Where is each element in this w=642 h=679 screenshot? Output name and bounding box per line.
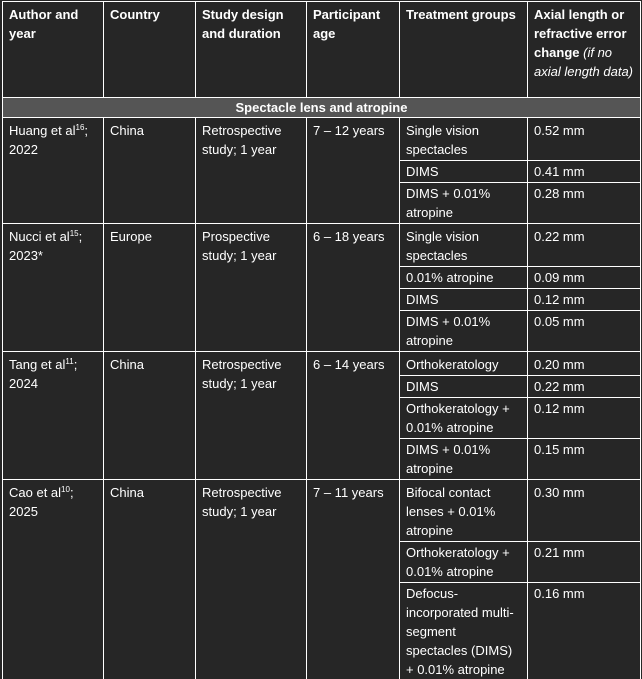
author-name: Tang et al bbox=[9, 357, 66, 372]
treatment-cell: Orthokeratology bbox=[400, 352, 528, 376]
reference-number: 15 bbox=[69, 229, 79, 238]
table-row bbox=[3, 352, 641, 376]
author-year: ; 2023* bbox=[9, 229, 83, 263]
treatment-cell: Bifocal contact lenses + 0.01% atropine bbox=[400, 480, 528, 542]
table-body bbox=[3, 98, 641, 679]
change-cell: 0.12 mm bbox=[528, 289, 641, 311]
header-outcome-note: (if no axial length data) bbox=[534, 45, 634, 79]
change-cell: 0.20 mm bbox=[528, 352, 641, 376]
header-treatment: Treatment groups bbox=[400, 2, 528, 98]
header-author: Author and year bbox=[3, 2, 104, 98]
treatment-cell: Single vision spectacles bbox=[400, 118, 528, 161]
reference-number: 10 bbox=[61, 485, 70, 494]
change-cell: 0.41 mm bbox=[528, 161, 641, 183]
treatment-cell: DIMS bbox=[400, 289, 528, 311]
change-cell: 0.22 mm bbox=[528, 224, 641, 267]
design-cell: Retrospective study; 1 year bbox=[196, 480, 307, 679]
header-outcome-label: Axial length or refractive error change bbox=[534, 7, 627, 60]
change-cell: 0.05 mm bbox=[528, 311, 641, 352]
author-cell bbox=[3, 118, 104, 224]
change-cell: 0.21 mm bbox=[528, 542, 641, 583]
change-cell: 0.09 mm bbox=[528, 267, 641, 289]
header-country: Country bbox=[104, 2, 196, 98]
table-row bbox=[3, 480, 641, 542]
table-row bbox=[3, 118, 641, 161]
author-name: Huang et al bbox=[9, 123, 76, 138]
change-cell: 0.16 mm bbox=[528, 583, 641, 679]
country-cell: China bbox=[104, 118, 196, 224]
design-cell: Prospective study; 1 year bbox=[196, 224, 307, 352]
design-cell: Retrospective study; 1 year bbox=[196, 118, 307, 224]
author-year: ; 2024 bbox=[9, 357, 78, 391]
study-table bbox=[2, 1, 641, 679]
age-cell: 7 – 11 years bbox=[307, 480, 400, 679]
treatment-cell: DIMS bbox=[400, 376, 528, 398]
age-cell: 6 – 14 years bbox=[307, 352, 400, 480]
author-cell bbox=[3, 352, 104, 480]
header-age: Participant age bbox=[307, 2, 400, 98]
reference-number: 11 bbox=[65, 357, 74, 366]
author-cell bbox=[3, 480, 104, 679]
treatment-cell: Single vision spectacles bbox=[400, 224, 528, 267]
country-cell: Europe bbox=[104, 224, 196, 352]
treatment-cell: 0.01% atropine bbox=[400, 267, 528, 289]
treatment-cell: DIMS + 0.01% atropine bbox=[400, 311, 528, 352]
treatment-cell: Defocus-incorporated multi-segment spectacles (DIMS) + 0.01% atropine bbox=[400, 583, 528, 679]
section-title: Spectacle lens and atropine bbox=[3, 98, 641, 118]
author-year: ; 2025 bbox=[9, 485, 74, 519]
change-cell: 0.12 mm bbox=[528, 398, 641, 439]
treatment-cell: DIMS + 0.01% atropine bbox=[400, 183, 528, 224]
change-cell: 0.28 mm bbox=[528, 183, 641, 224]
country-cell: China bbox=[104, 480, 196, 679]
author-name: Cao et al bbox=[9, 485, 62, 500]
author-year: ; 2022 bbox=[9, 123, 89, 157]
change-cell: 0.15 mm bbox=[528, 439, 641, 480]
author-name: Nucci et al bbox=[9, 229, 70, 244]
change-cell: 0.22 mm bbox=[528, 376, 641, 398]
header-outcome bbox=[528, 2, 641, 98]
table-row bbox=[3, 224, 641, 267]
header-design: Study design and duration bbox=[196, 2, 307, 98]
age-cell: 7 – 12 years bbox=[307, 118, 400, 224]
header-row bbox=[3, 2, 641, 98]
country-cell: China bbox=[104, 352, 196, 480]
section-row bbox=[3, 98, 641, 118]
design-cell: Retrospective study; 1 year bbox=[196, 352, 307, 480]
author-cell bbox=[3, 224, 104, 352]
treatment-cell: DIMS + 0.01% atropine bbox=[400, 439, 528, 480]
change-cell: 0.52 mm bbox=[528, 118, 641, 161]
treatment-cell: Orthokeratology + 0.01% atropine bbox=[400, 542, 528, 583]
age-cell: 6 – 18 years bbox=[307, 224, 400, 352]
reference-number: 16 bbox=[75, 123, 85, 132]
treatment-cell: Orthokeratology + 0.01% atropine bbox=[400, 398, 528, 439]
change-cell: 0.30 mm bbox=[528, 480, 641, 542]
treatment-cell: DIMS bbox=[400, 161, 528, 183]
